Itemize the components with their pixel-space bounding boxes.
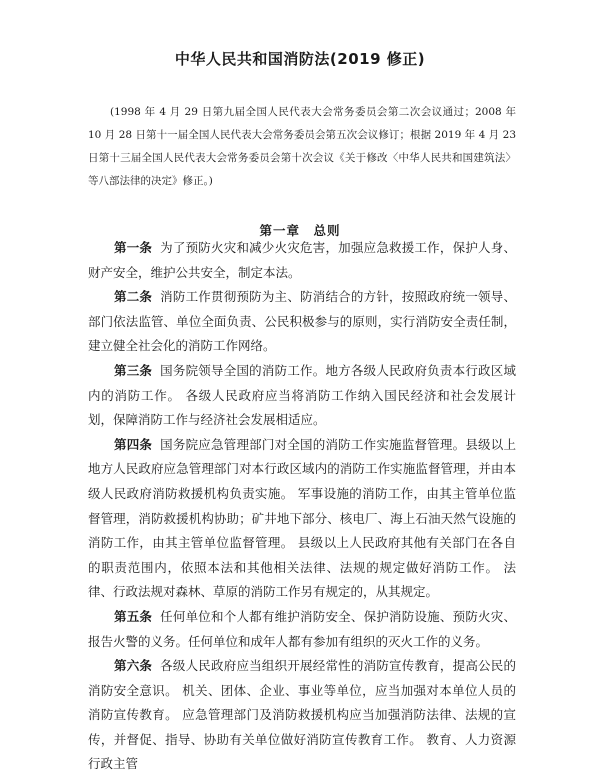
article-text: 国务院领导全国的消防工作。地方各级人民政府负责本行政区域内的消防工作。 各级人民政府应当将消防工作纳入国民经济和社会发展计划，保障消防工作与经济社会发展相适应。 — [88, 362, 516, 428]
article-number: 第二条 — [114, 289, 153, 305]
article-number: 第四条 — [114, 436, 153, 452]
article-2 — [88, 285, 516, 359]
article-number: 第一条 — [114, 240, 153, 255]
article-text: 任何单位和个人都有维护消防安全、保护消防设施、预防火灾、报告火警的义务。任何单位和成年人都有参加有组织的灭火工作的义务。 — [88, 608, 516, 649]
article-number: 第五条 — [114, 608, 153, 624]
article-3 — [88, 359, 516, 433]
article-1 — [88, 236, 516, 285]
article-number: 第六条 — [114, 658, 153, 674]
article-number: 第三条 — [114, 362, 153, 378]
articles-list — [88, 236, 516, 777]
article-6 — [88, 654, 516, 777]
article-5 — [88, 605, 516, 654]
article-text: 国务院应急管理部门对全国的消防工作实施监督管理。县级以上地方人民政府应急管理部门对本行政区域内的消防工作实施监督管理，并由本级人民政府消防救援机构负责实施。 军事设施的消防工作，由其主管单位监督管理，消防救援机构协助；矿井地下部分、核电厂、海上石油天然气设施的消防工作，由其主管单位监督管理。 县级以上人民政府其他有关部门在各自的职责范围内，依照本法和其他相关法律、法规的规定做好消防工作。 法律、行政法规对森林、草原的消防工作另有规定的，从其规定。 — [88, 436, 516, 600]
chapter-heading: 第一章 总则 — [259, 223, 341, 238]
article-text: 为了预防火灾和减少火灾危害，加强应急救援工作，保护人身、财产安全，维护公共安全，制定本法。 — [88, 240, 516, 280]
article-text: 各级人民政府应当组织开展经常性的消防宣传教育，提高公民的消防安全意识。 机关、团体、企业、事业等单位，应当加强对本单位人员的消防宣传教育。 应急管理部门及消防救援机构应当加强消防法律、法规的宣传，并督促、指导、协助有关单位做好消防宣传教育工作。 教育、人力资源行政主管 — [88, 658, 516, 772]
document-preamble: (1998 年 4 月 29 日第九届全国人民代表大会常务委员会第二次会议通过；2008 年 10 月 28 日第十一届全国人民代表大会常务委员会第五次会议修订；根据 2019 年 4 月 23 日第十三届全国人民代表大会常务委员会第十次会议《关于修改〈中华人民共和国建筑法〉等八部法律的决定》修正。) — [88, 106, 516, 187]
article-text: 消防工作贯彻预防为主、防消结合的方针，按照政府统一领导、部门依法监管、单位全面负责、公民积极参与的原则，实行消防安全责任制，建立健全社会化的消防工作网络。 — [88, 289, 516, 354]
document-title: 中华人民共和国消防法(2019 修正) — [174, 50, 426, 68]
article-4 — [88, 433, 516, 605]
